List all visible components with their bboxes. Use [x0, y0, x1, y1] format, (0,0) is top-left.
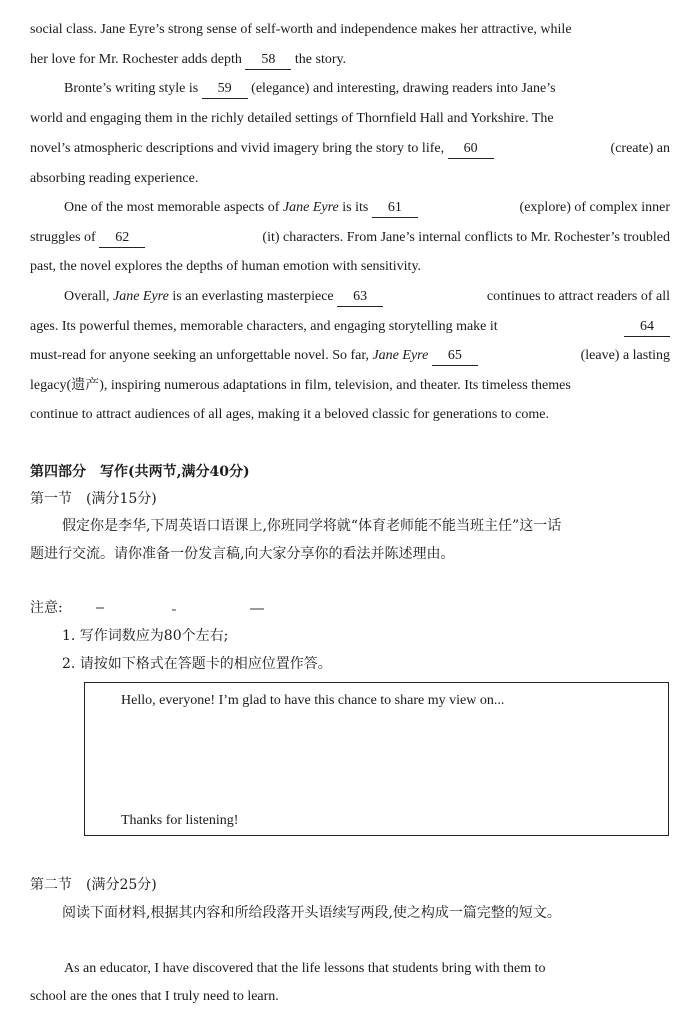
passage-text: continues to attract readers of all [486, 289, 670, 304]
blank-60: 60 [448, 140, 494, 159]
scan-artifact [172, 609, 176, 611]
passage-line [30, 406, 549, 424]
passage-text: past, the novel explores the depths of human emotion with sensitivity. [30, 259, 422, 274]
section1-prompt: 假定你是李华,下周英语口语课上,你班同学将就“体育老师能不能当班主任”这一话 [62, 518, 562, 534]
passage-text: (leave) a lasting [580, 348, 670, 363]
passage-text: Overall, [64, 289, 110, 304]
scan-artifact [96, 607, 104, 609]
passage-text: legacy(遗产), inspiring numerous adaptations in film, television, and theater. Its timeless themes [30, 378, 571, 393]
story-text: As an educator, I have discovered that the life lessons that students bring with them to [64, 961, 546, 976]
passage-line [30, 140, 670, 159]
note-label: 注意: [30, 600, 63, 616]
section1-prompt: 题进行交流。请你准备一份发言稿,向大家分享你的看法并陈述理由。 [30, 546, 455, 562]
passage-text: world and engaging them in the richly detailed settings of Thornfield Hall and Yorkshire. The [30, 111, 554, 126]
passage-line [30, 51, 346, 70]
passage-text: continue to attract audiences of all ages, making it a beloved classic for generations to come. [30, 407, 549, 422]
passage-text: ages. Its powerful themes, memorable characters, and engaging storytelling make it [30, 319, 498, 334]
passage-text: struggles of [30, 230, 96, 245]
story-line [64, 960, 670, 978]
passage-text: the story. [294, 52, 347, 67]
passage-text: is its [342, 200, 369, 215]
blank-59: 59 [202, 80, 248, 99]
blank-65: 65 [432, 347, 478, 366]
passage-text: (explore) of complex inner [519, 200, 670, 215]
passage-line [64, 199, 670, 218]
passage-line [30, 258, 421, 276]
box-closing-line: Thanks for listening! [121, 813, 239, 828]
passage-line [64, 288, 670, 307]
section1-heading: 第一节 (满分15分) [30, 491, 157, 507]
box-opening-line: Hello, everyone! I’m glad to have this chance to share my view on... [121, 693, 505, 708]
passage-text: Bronte’s writing style is [64, 81, 199, 96]
passage-line [30, 318, 670, 337]
passage-line [30, 377, 670, 395]
passage-text: absorbing reading experience. [30, 171, 199, 186]
passage-line [30, 170, 198, 188]
passage-line [30, 21, 670, 39]
blank-61: 61 [372, 199, 418, 218]
book-title: Jane Eyre [372, 348, 429, 363]
passage-text: (create) an [610, 141, 670, 156]
passage-text: One of the most memorable aspects of [64, 200, 280, 215]
passage-text: (it) characters. From Jane’s internal conflicts to Mr. Rochester’s troubled [262, 230, 670, 245]
blank-62: 62 [99, 229, 145, 248]
blank-58: 58 [245, 51, 291, 70]
story-text: school are the ones that I truly need to learn. [30, 989, 279, 1004]
passage-text: must-read for anyone seeking an unforgettable novel. So far, [30, 348, 369, 363]
passage-text: social class. Jane Eyre’s strong sense of self-worth and independence makes her attractive, while [30, 22, 572, 37]
note-item: 2. 请按如下格式在答题卡的相应位置作答。 [62, 656, 332, 672]
section2-prompt: 阅读下面材料,根据其内容和所给段落开头语续写两段,使之构成一篇完整的短文。 [62, 905, 561, 921]
note-item: 1. 写作词数应为80个左右; [62, 628, 229, 644]
passage-text: novel’s atmospheric descriptions and vivid imagery bring the story to life, [30, 141, 445, 156]
passage-line [30, 110, 670, 128]
scan-artifact [250, 608, 264, 610]
answer-format-box [84, 682, 669, 836]
passage-line [64, 80, 670, 99]
book-title: Jane Eyre [112, 289, 169, 304]
blank-63: 63 [337, 288, 383, 307]
passage-text: (elegance) and interesting, drawing readers into Jane’s [251, 81, 556, 96]
passage-text: her love for Mr. Rochester adds depth [30, 52, 242, 67]
blank-64: 64 [624, 318, 670, 337]
passage-text: is an everlasting masterpiece [172, 289, 334, 304]
passage-line [30, 347, 670, 366]
story-line [30, 988, 279, 1006]
section2-heading: 第二节 (满分25分) [30, 877, 157, 893]
book-title: Jane Eyre [282, 200, 339, 215]
passage-line [30, 229, 670, 248]
part4-heading: 第四部分 写作(共两节,满分40分) [30, 464, 250, 480]
